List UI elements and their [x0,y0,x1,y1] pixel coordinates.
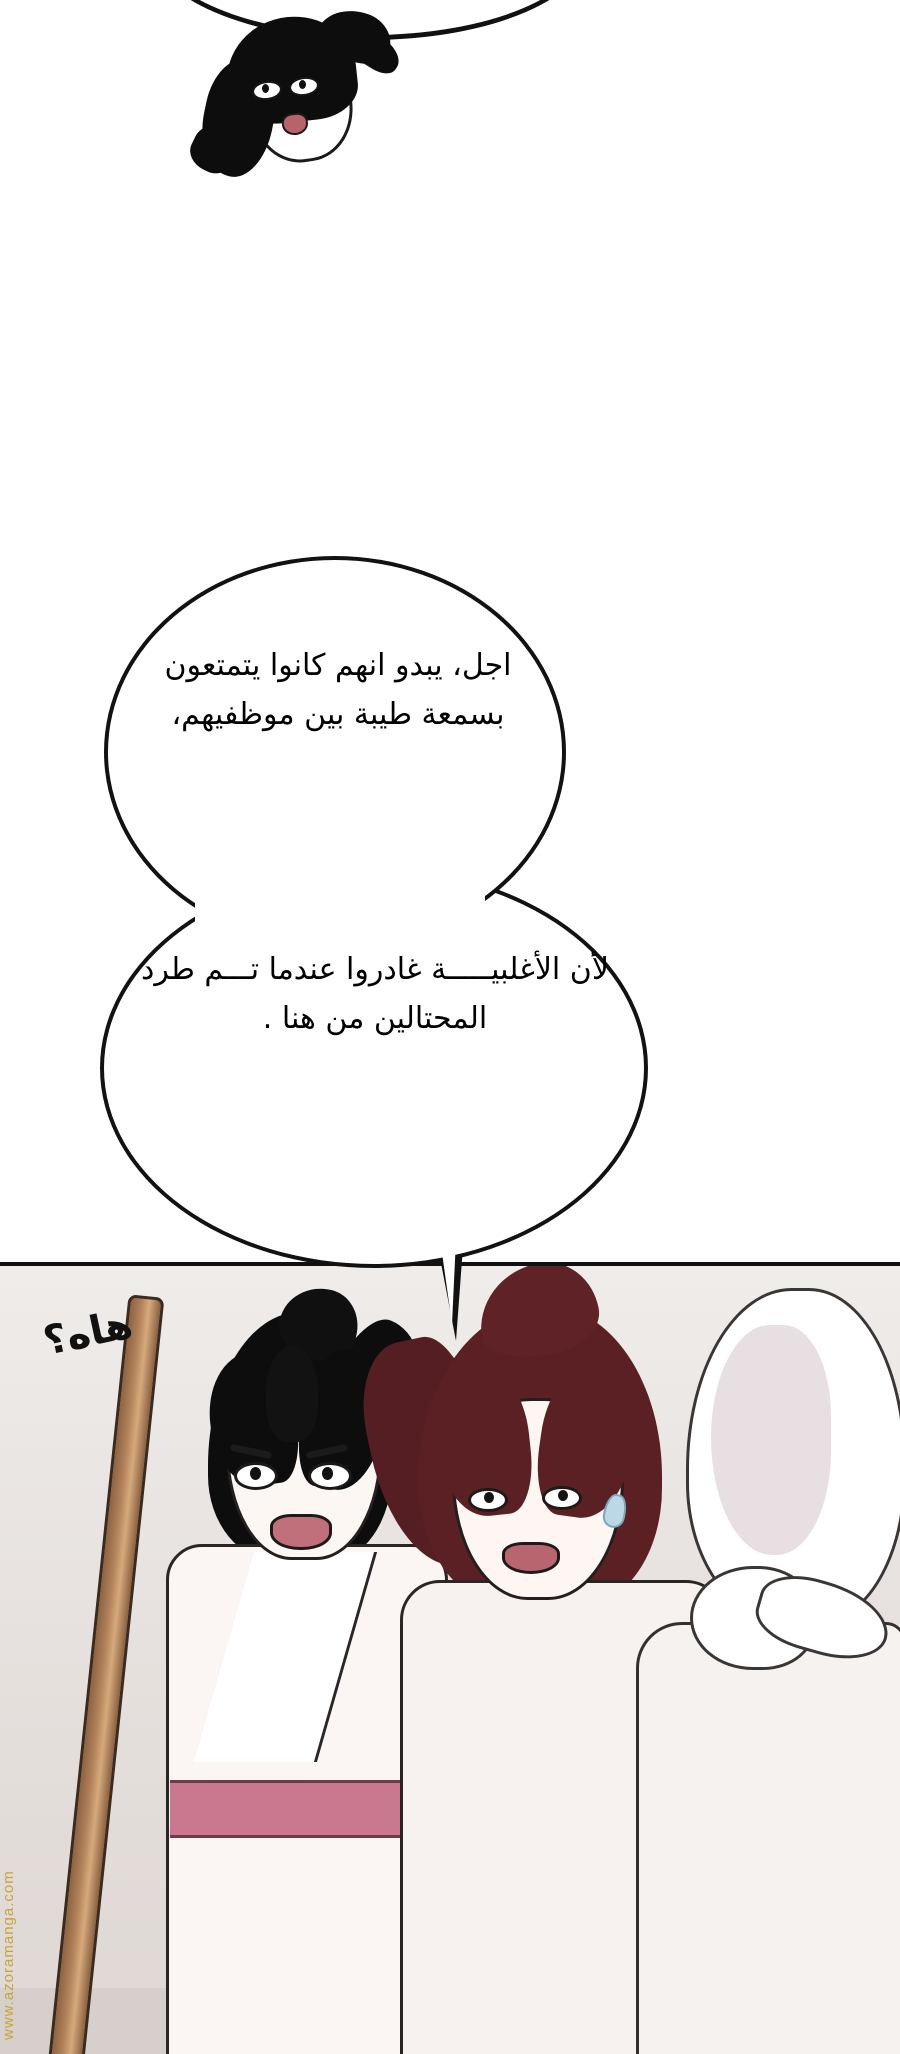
right-pupil [558,1490,568,1501]
right-pupil [299,80,306,89]
bottom-panel [0,1262,900,2054]
left-pupil [484,1492,494,1503]
speech-bubble-upper-text: اجل، يبدو انهم كانوا يتمتعون بسمعة طيبة بين موظفيهم، [164,648,512,732]
speech-bubble-lower-text: لأن الأغلبيـــــة غادروا عندما تـــم طرد المحتالين من هنا . [141,952,609,1036]
mouth [502,1542,560,1574]
small-shout-bubble-text: هاه؟ [39,1301,137,1365]
site-watermark: www.azoramanga.com [0,1870,17,2040]
headwrap-shading [711,1325,831,1555]
small-shout-bubble [18,1301,158,1422]
right-pupil [322,1467,333,1480]
main-speech-bubble [100,556,670,1276]
black-haired-ponytail-character-head [196,5,406,205]
hair-bang-middle [266,1346,318,1442]
white-headwrap-character-body [636,1622,900,2054]
mouth [270,1514,332,1550]
left-pupil [262,84,269,93]
left-pupil [250,1467,261,1480]
